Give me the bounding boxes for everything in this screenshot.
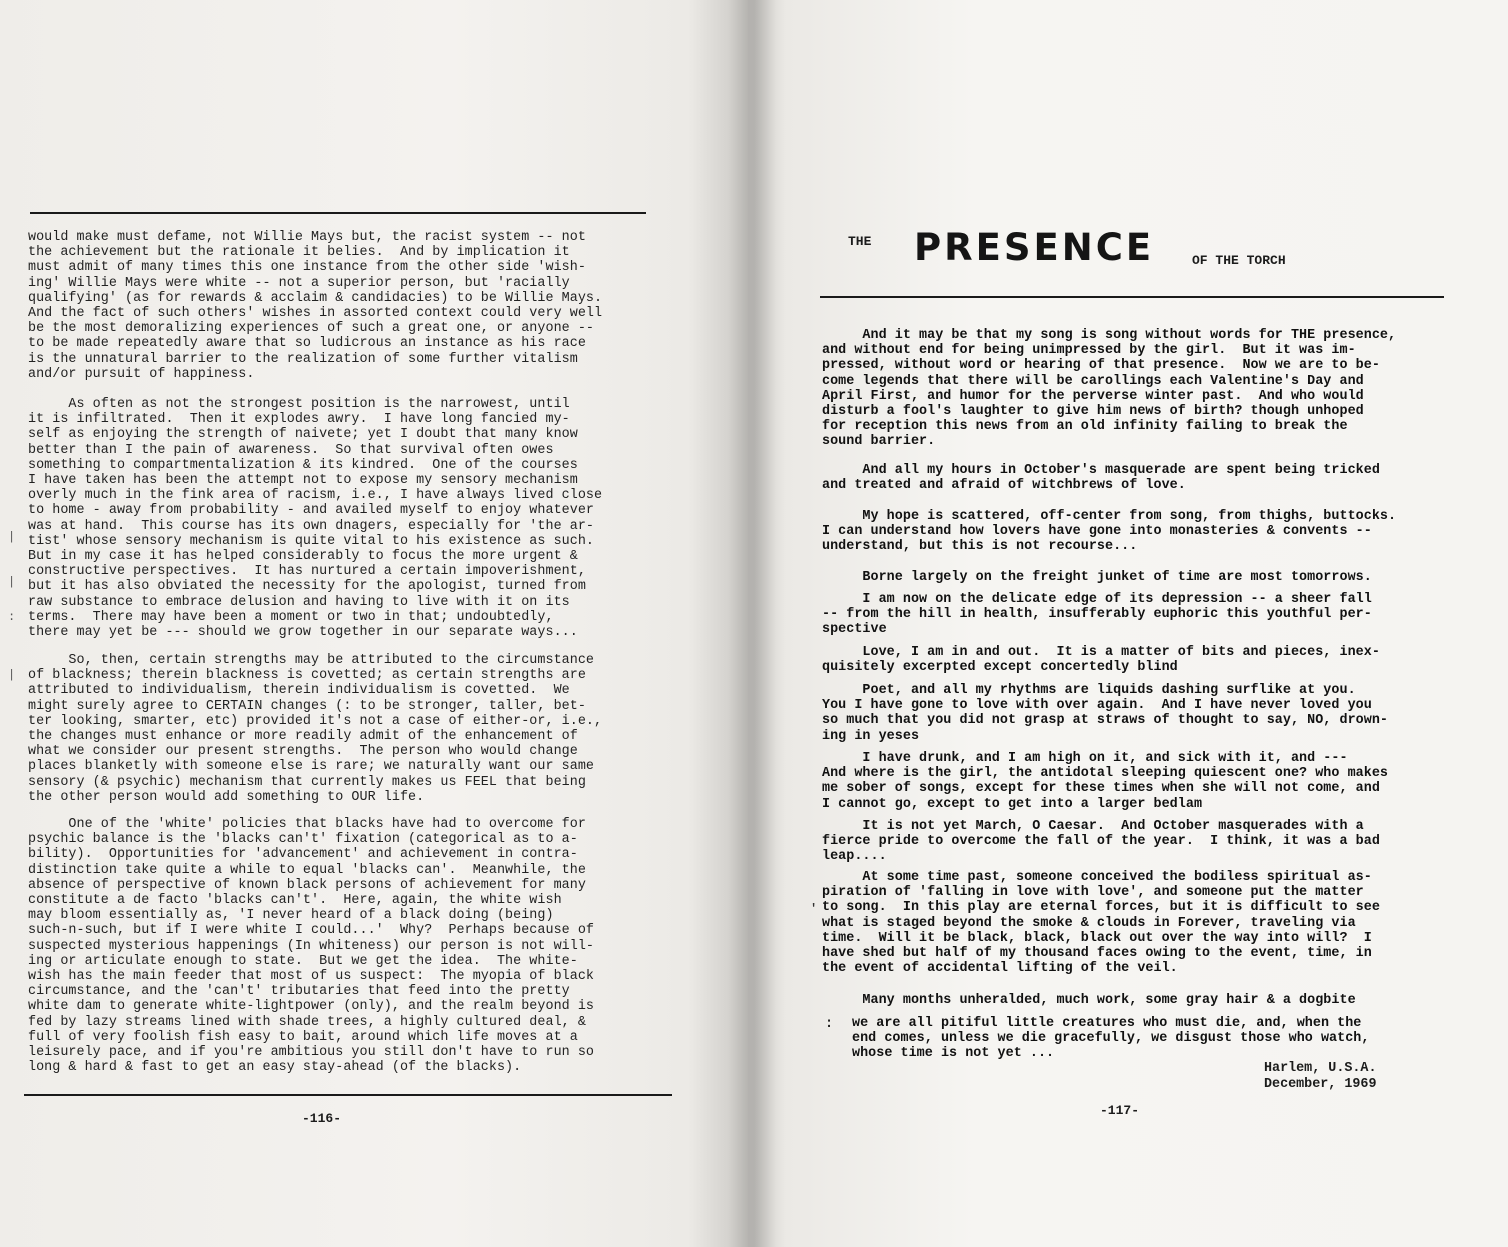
colon-mark: :	[825, 1017, 834, 1032]
top-rule	[30, 212, 646, 214]
paragraph: I have drunk, and I am high on it, and sick with it, and --- And where is the girl, the antidotal sleeping quiescent one? who makes me sober of songs, except for these times when she will not come, and I cannot go, except to get into a larger bedlam	[822, 751, 1388, 812]
paragraph: we are all pitiful little creatures who must die, and, when the end comes, unless we die gracefully, we disgust those who watch, whose time is not yet ...	[852, 1016, 1370, 1062]
bottom-rule	[24, 1094, 672, 1096]
margin-mark: '	[810, 902, 818, 916]
paragraph: My hope is scattered, off-center from song, from thighs, buttocks. I can understand how lovers have gone into monasteries & convents -- understand, but this is not recourse...	[822, 509, 1397, 555]
paragraph: Poet, and all my rhythms are liquids dashing surflike at you. You I have gone to love with over again. And I have never loved you so much that you did not grasp at straws of thought to say, NO, drown- ing in yeses	[822, 683, 1388, 744]
paragraph: As often as not the strongest position is the narrowest, until it is infiltrated. Then it explodes awry. I have long fancied my- self as enjoying the strength of naivete; yet I doubt that many know better than I the pain of awareness. So that survival often owes something to compartmentalization & its kindred. One of the courses I have taken has been the attempt not to expose my sensory mechanism overly much in the fink area of racism, i.e., I have always lived close to home - away from probability - and availed myself to enjoy whatever was at hand. This course has its own dnagers, especially for 'the ar- tist' whose sensory mechanism is quite vital to his existence as such. But in my case it has helped considerably to focus the more urgent & constructive perspectives. It has nurtured a certain impoverishment, but it has also obviated the necessity for the apologist, turned from raw substance to embrace delusion and having to live with it on its terms. There may have been a moment or two in that; undoubtedly, there may yet be --- should we grow together in our separate ways...	[28, 397, 603, 641]
paragraph: Many months unheralded, much work, some gray hair & a dogbite	[822, 993, 1356, 1008]
signature-place: Harlem, U.S.A.	[1264, 1061, 1377, 1076]
title-suffix: OF THE TORCH	[1192, 253, 1286, 268]
title-rule	[820, 296, 1444, 298]
page-title: PRESENCE	[914, 226, 1155, 269]
paragraph: So, then, certain strengths may be attributed to the circumstance of blackness; therein blackness is covetted; as certain strengths are attributed to individualism, therein individualism is covetted. We might surely agree to CERTAIN changes (: to be stronger, taller, bet- ter looking, smarter, etc) provided it's not a case of either-or, i.e., the changes must enhance or more readily admit of the enhancement of what we consider our present strengths. The person who would change places blanketly with someone else is rare; we naturally want our same sensory (& psychic) mechanism that currently makes us FEEL that being the other person would add something to OUR life.	[28, 653, 603, 805]
paragraph: One of the 'white' policies that blacks have had to overcome for psychic balance is the 'blacks can't' fixation (categorical as to a- bility). Opportunities for 'advancement' and achievement in contra- distinction take quite a while to equal 'blacks can'. Meanwhile, the absence of perspective of known black persons of achievement for many constitute a de facto 'blacks can't'. Here, again, the white wish may bloom essentially as, 'I never heard of a black doing (being) such-n-such, but if I were white I could...' Why? Perhaps because of suspected mysterious happenings (In whiteness) our person is not will- ing or articulate enough to state. But we get the idea. The white- wish has the main feeder that most of us suspect: The myopia of black circumstance, and the 'can't' tributaries that feed into the pretty white dam to generate white-lightpower (only), and the realm beyond is fed by lazy streams lined with shade trees, a highly cultured deal, & full of very foolish fish easy to bait, around which life moves at a leisurely pace, and if you're ambitious you still don't have to run so long & hard & fast to get an easy stay-ahead (of the blacks).	[28, 817, 594, 1076]
margin-mark: |	[8, 668, 16, 682]
left-page	[0, 0, 748, 1247]
paragraph: Borne largely on the freight junket of time are most tomorrows.	[822, 570, 1372, 585]
paragraph: At some time past, someone conceived the bodiless spiritual as- piration of 'falling in love with love', and someone put the matter to song. In this play are eternal forces, but it is difficult to see what is staged beyond the smoke & clouds in Forever, traveling via time. Will it be black, black, black out over the way into will? I have shed but half of my thousand faces owing to the event, time, in the event of accidental lifting of the veil.	[822, 870, 1380, 977]
paragraph: And all my hours in October's masquerade are spent being tricked and treated and afraid of witchbrews of love.	[822, 463, 1380, 494]
signature-date: December, 1969	[1264, 1077, 1377, 1092]
margin-mark: |	[8, 530, 16, 544]
page-number: -116-	[302, 1111, 342, 1126]
margin-mark: |	[8, 575, 16, 589]
paragraph: Love, I am in and out. It is a matter of bits and pieces, inex- quisitely excerpted except concertedly blind	[822, 645, 1380, 676]
margin-mark: :	[8, 610, 16, 624]
paragraph: would make must defame, not Willie Mays but, the racist system -- not the achievement but the rationale it belies. And by implication it must admit of many times this one instance from the other side 'wish- ing' Willie Mays were white -- not a superior person, but 'racially qualifying' (as for rewards & acclaim & candidacies) to be Willie Mays. And the fact of such others' wishes in assorted context could very well be the most demoralizing experiences of such a great one, or anyone -- to be made repeatedly aware that so ludicrous an instance as his race is the unnatural barrier to the realization of some further vitalism and/or pursuit of happiness.	[28, 230, 603, 382]
paragraph: I am now on the delicate edge of its depression -- a sheer fall -- from the hill in health, insufferably euphoric this youthful per- spective	[822, 592, 1372, 638]
paragraph: And it may be that my song is song without words for THE presence, and without end for being unimpressed by the girl. But it was im- pressed, without word or hearing of that presence. Now we are to be- come legends that there will be carollings each Valentine's Day and April First, and humor for the perverse winter past. And who would disturb a fool's laughter to give him news of birth? though unhoped for reception this news from an old infinity failing to break the sound barrier.	[822, 328, 1397, 450]
title-prefix: THE	[848, 234, 872, 249]
page-number: -117-	[1100, 1103, 1140, 1118]
book-gutter	[728, 0, 776, 1247]
right-page	[748, 0, 1508, 1247]
paragraph: It is not yet March, O Caesar. And October masquerades with a fierce pride to overcome the fall of the year. I think, it was a bad leap....	[822, 819, 1380, 865]
